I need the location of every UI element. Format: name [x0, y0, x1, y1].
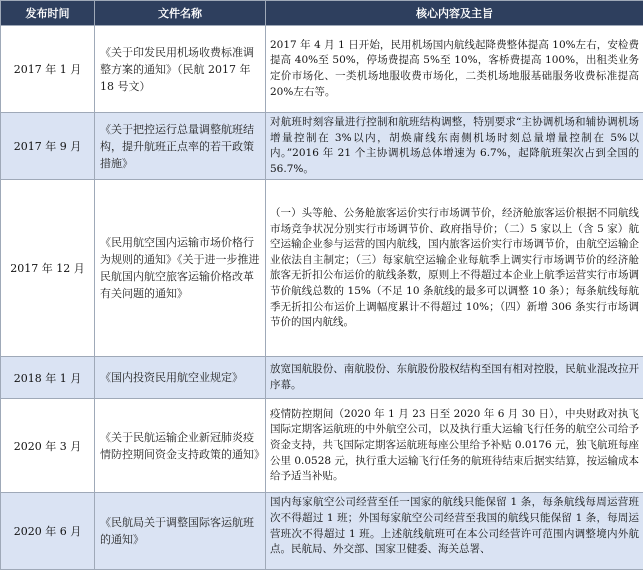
row-file: 《关于民航运输企业新冠肺炎疫情防控期间资金支持政策的通知》 — [95, 399, 266, 493]
row-content-text: 国内每家航空公司经营至任一国家的航线只能保留 1 条，每条航线每周运营班次不得超过 1 班；外国每家航空公司经营至我国的航线只能保留 1 条，每周运营班次不得超过 1 班。上述航线航班可在本公司经营许可范围内调整境内外航点。民航局、外交部、国家卫健委、海关总署、 — [270, 495, 639, 567]
header-content: 核心内容及主旨 — [266, 1, 643, 26]
row-content: 放宽国航股份、南航股份、东航股份股权结构至国有相对控股，民航业混改拉开序幕。 — [266, 357, 643, 399]
row-file: 《民航局关于调整国际客运航班的通知》 — [95, 493, 266, 570]
table-header-row — [1, 1, 643, 26]
header-file: 文件名称 — [95, 1, 266, 26]
row-date: 2017 年 9 月 — [1, 113, 95, 180]
row-date: 2020 年 6 月 — [1, 493, 95, 570]
row-content: 对航班时刻容量进行控制和航班结构调整，特别要求“主协调机场和辅协调机场增量控制在 3%以内，胡焕庸线东南侧机场时刻总量增量控制在 5%以内。”2016 年 21 个主协调机场总体增速为 6.7%，起降航班架次占到全国的 56.7%。 — [266, 113, 643, 180]
row-file: 《关于把控运行总量调整航班结构，提升航班正点率的若干政策措施》 — [95, 113, 266, 180]
table-row — [1, 113, 643, 180]
table-row — [1, 180, 643, 357]
row-date: 2020 年 3 月 — [1, 399, 95, 493]
row-date: 2017 年 1 月 — [1, 26, 95, 113]
table-row — [1, 26, 643, 113]
row-date: 2018 年 1 月 — [1, 357, 95, 399]
row-file: 《关于印发民用机场收费标准调整方案的通知》（民航 2017 年 18 号文） — [95, 26, 266, 113]
row-file: 《国内投资民用航空业规定》 — [95, 357, 266, 399]
row-content: （一）头等舱、公务舱旅客运价实行市场调节价，经济舱旅客运价根据不同航线市场竞争状况分别实行市场调节价、政府指导价；（二）5 家以上（含 5 家）航空运输企业参与运营的国内航线，国内旅客运价实行市场调节价，由航空运输企业依法自主制定；（三）每家航空运输企业每航季上调实行市场调节价的经济舱旅客无折扣公布运价的航线条数，原则上不得超过本企业上航季运营实行市场调节价航线总数的 15%（不足 10 条航线的最多可以调整 10 条）；每条航线每航季无折扣公布运价上调幅度累计不得超过 10%；（四）新增 306 条实行市场调节价的国内航线。 — [266, 180, 643, 357]
header-date: 发布时间 — [1, 1, 95, 26]
row-content — [266, 493, 643, 570]
row-content: 2017 年 4 月 1 日开始，民用机场国内航线起降费整体提高 10%左右，安检费提高 40%至 50%，停场费提高 5%至 10%，客桥费提高 100%，出租类业务定价市场化、一类机场地服收费市场化，二类机场地服基础服务收费标准提高 20%左右等。 — [266, 26, 643, 113]
row-content: 疫情防控期间（2020 年 1 月 23 日至 2020 年 6 月 30 日），中央财政对执飞国际定期客运航班的中外航空公司，以及执行重大运输飞行任务的航空公司给予资金支持，共飞国际定期客运航班每座公里给予补贴 0.0176 元，独飞航班每座公里 0.0528 元，执行重大运输飞行任务的航班待结束后据实结算，按运输成本给予适当补贴。 — [266, 399, 643, 493]
table-row — [1, 493, 643, 570]
row-file: 《民用航空国内运输市场价格行为规则的通知》《关于进一步推进民航国内航空旅客运输价格改革有关问题的通知》 — [95, 180, 266, 357]
table-row — [1, 399, 643, 493]
table-row — [1, 357, 643, 399]
row-date: 2017 年 12 月 — [1, 180, 95, 357]
